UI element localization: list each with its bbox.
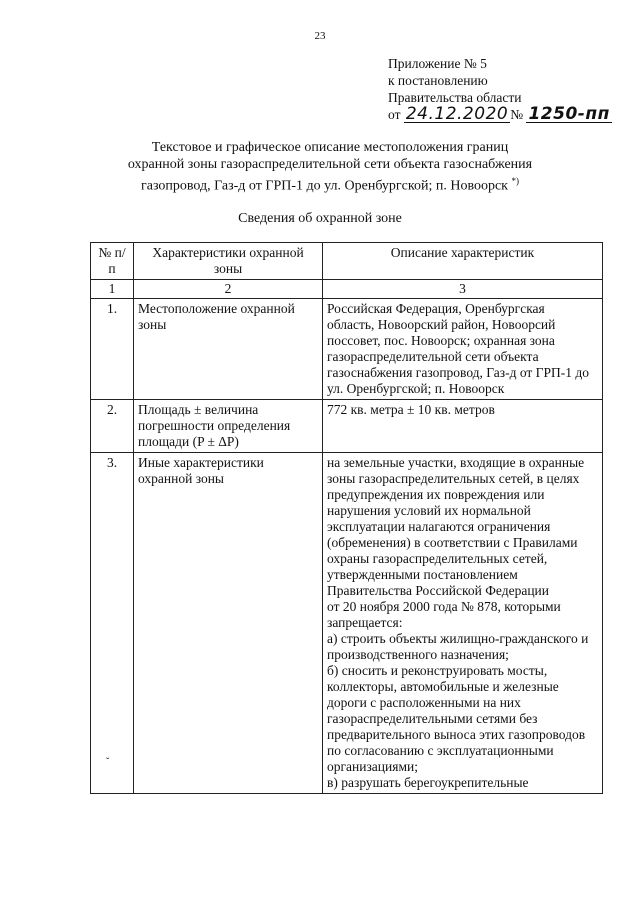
description-line: газораспределительными сетями без	[327, 711, 538, 726]
index-cell: 1	[91, 280, 134, 299]
description-line: б) сносить и реконструировать мосты,	[327, 663, 548, 678]
title-line-3: газопровод, Газ-д от ГРП-1 до ул. Оренбургской; п. Новоорск	[141, 178, 508, 194]
document-title	[60, 139, 600, 195]
footnote-mark: *)	[511, 176, 519, 186]
description-line: предупреждения их повреждения или	[327, 487, 545, 502]
description-line: в) разрушать берегоукрепительные	[327, 775, 529, 790]
description-line: а) строить объекты жилищно-гражданского и	[327, 631, 589, 646]
number-prefix: №	[510, 107, 524, 122]
description-line: от 20 ноября 2000 года № 878, которыми	[327, 599, 561, 614]
title-line-3-wrap	[60, 173, 600, 195]
date-prefix: от	[388, 107, 401, 122]
row-characteristic: Площадь ± величина погрешности определения площади (P ± ΔP)	[134, 400, 323, 453]
title-line-1: Текстовое и графическое описание местоположения границ	[151, 140, 509, 155]
description-line: эксплуатации налагаются ограничения	[327, 519, 551, 534]
description-line: запрещается:	[327, 615, 403, 630]
description-line: область, Новоорский район, Новоорсий	[327, 317, 556, 332]
table-header-row	[91, 243, 603, 280]
handwritten-number: 1250-пп	[528, 104, 610, 124]
row-num: 2.	[91, 400, 134, 453]
description-line: ул. Оренбургской; п. Новоорск	[327, 381, 505, 396]
description-line: Российская Федерация, Оренбургская	[327, 301, 545, 316]
page-number: 23	[314, 30, 326, 42]
description-line: охраны газораспределительных сетей,	[327, 551, 548, 566]
appendix-line-3: Правительства области	[388, 90, 522, 105]
table-row	[91, 400, 603, 453]
title-line-2: охранной зоны газораспределительной сети объекта газоснабжения	[127, 157, 533, 172]
description-line: нарушения условий их нормальной	[327, 503, 531, 518]
appendix-date-line	[388, 106, 612, 123]
row-description	[323, 453, 603, 794]
description-line: газораспределительной сети объекта	[327, 349, 539, 364]
index-cell: 2	[134, 280, 323, 299]
handwritten-date: 24.12.2020	[405, 104, 509, 124]
appendix-line-1: Приложение № 5	[388, 56, 487, 71]
table-index-row	[91, 280, 603, 299]
description-line: утвержденными постановлением	[327, 567, 518, 582]
index-cell: 3	[323, 280, 603, 299]
description-line: по согласованию с эксплуатационными	[327, 743, 554, 758]
section-title: Сведения об охранной зоне	[238, 211, 402, 226]
description-line: дороги с расположенными на них	[327, 695, 521, 710]
description-line: Правительства Российской Федерации	[327, 583, 549, 598]
row-num: 1.	[91, 299, 134, 400]
description-line: 772 кв. метра ± 10 кв. метров	[327, 402, 495, 417]
table-row	[91, 453, 603, 794]
appendix-line-2: к постановлению	[388, 73, 488, 88]
description-line: зоны газораспределительных сетей, в целях	[327, 471, 580, 486]
row-description	[323, 400, 603, 453]
row-description	[323, 299, 603, 400]
header-characteristics: Характеристики охранной зоны	[134, 243, 323, 280]
row-characteristic: Иные характеристики охранной зоны	[134, 453, 323, 794]
description-line: газоснабжения газопровод, Газ-д от ГРП-1 до	[327, 365, 589, 380]
description-line: предварительного выноса этих газопроводов	[327, 727, 586, 742]
header-num: № п/п	[91, 243, 134, 280]
margin-mark: ˇ	[106, 757, 110, 768]
description-line: (обременения) в соответствии с Правилами	[327, 535, 578, 550]
description-line: на земельные участки, входящие в охранные	[327, 455, 585, 470]
header-description: Описание характеристик	[323, 243, 603, 280]
description-line: производственного назначения;	[327, 647, 509, 662]
table-row	[91, 299, 603, 400]
appendix-block	[388, 55, 612, 123]
description-line: поссовет, пос. Новоорск; охранная зона	[327, 333, 555, 348]
row-num: 3.	[91, 453, 134, 794]
row-characteristic: Местоположение охранной зоны	[134, 299, 323, 400]
zone-info-table	[90, 242, 603, 794]
description-line: организациями;	[327, 759, 418, 774]
description-line: коллекторы, автомобильные и железные	[327, 679, 559, 694]
